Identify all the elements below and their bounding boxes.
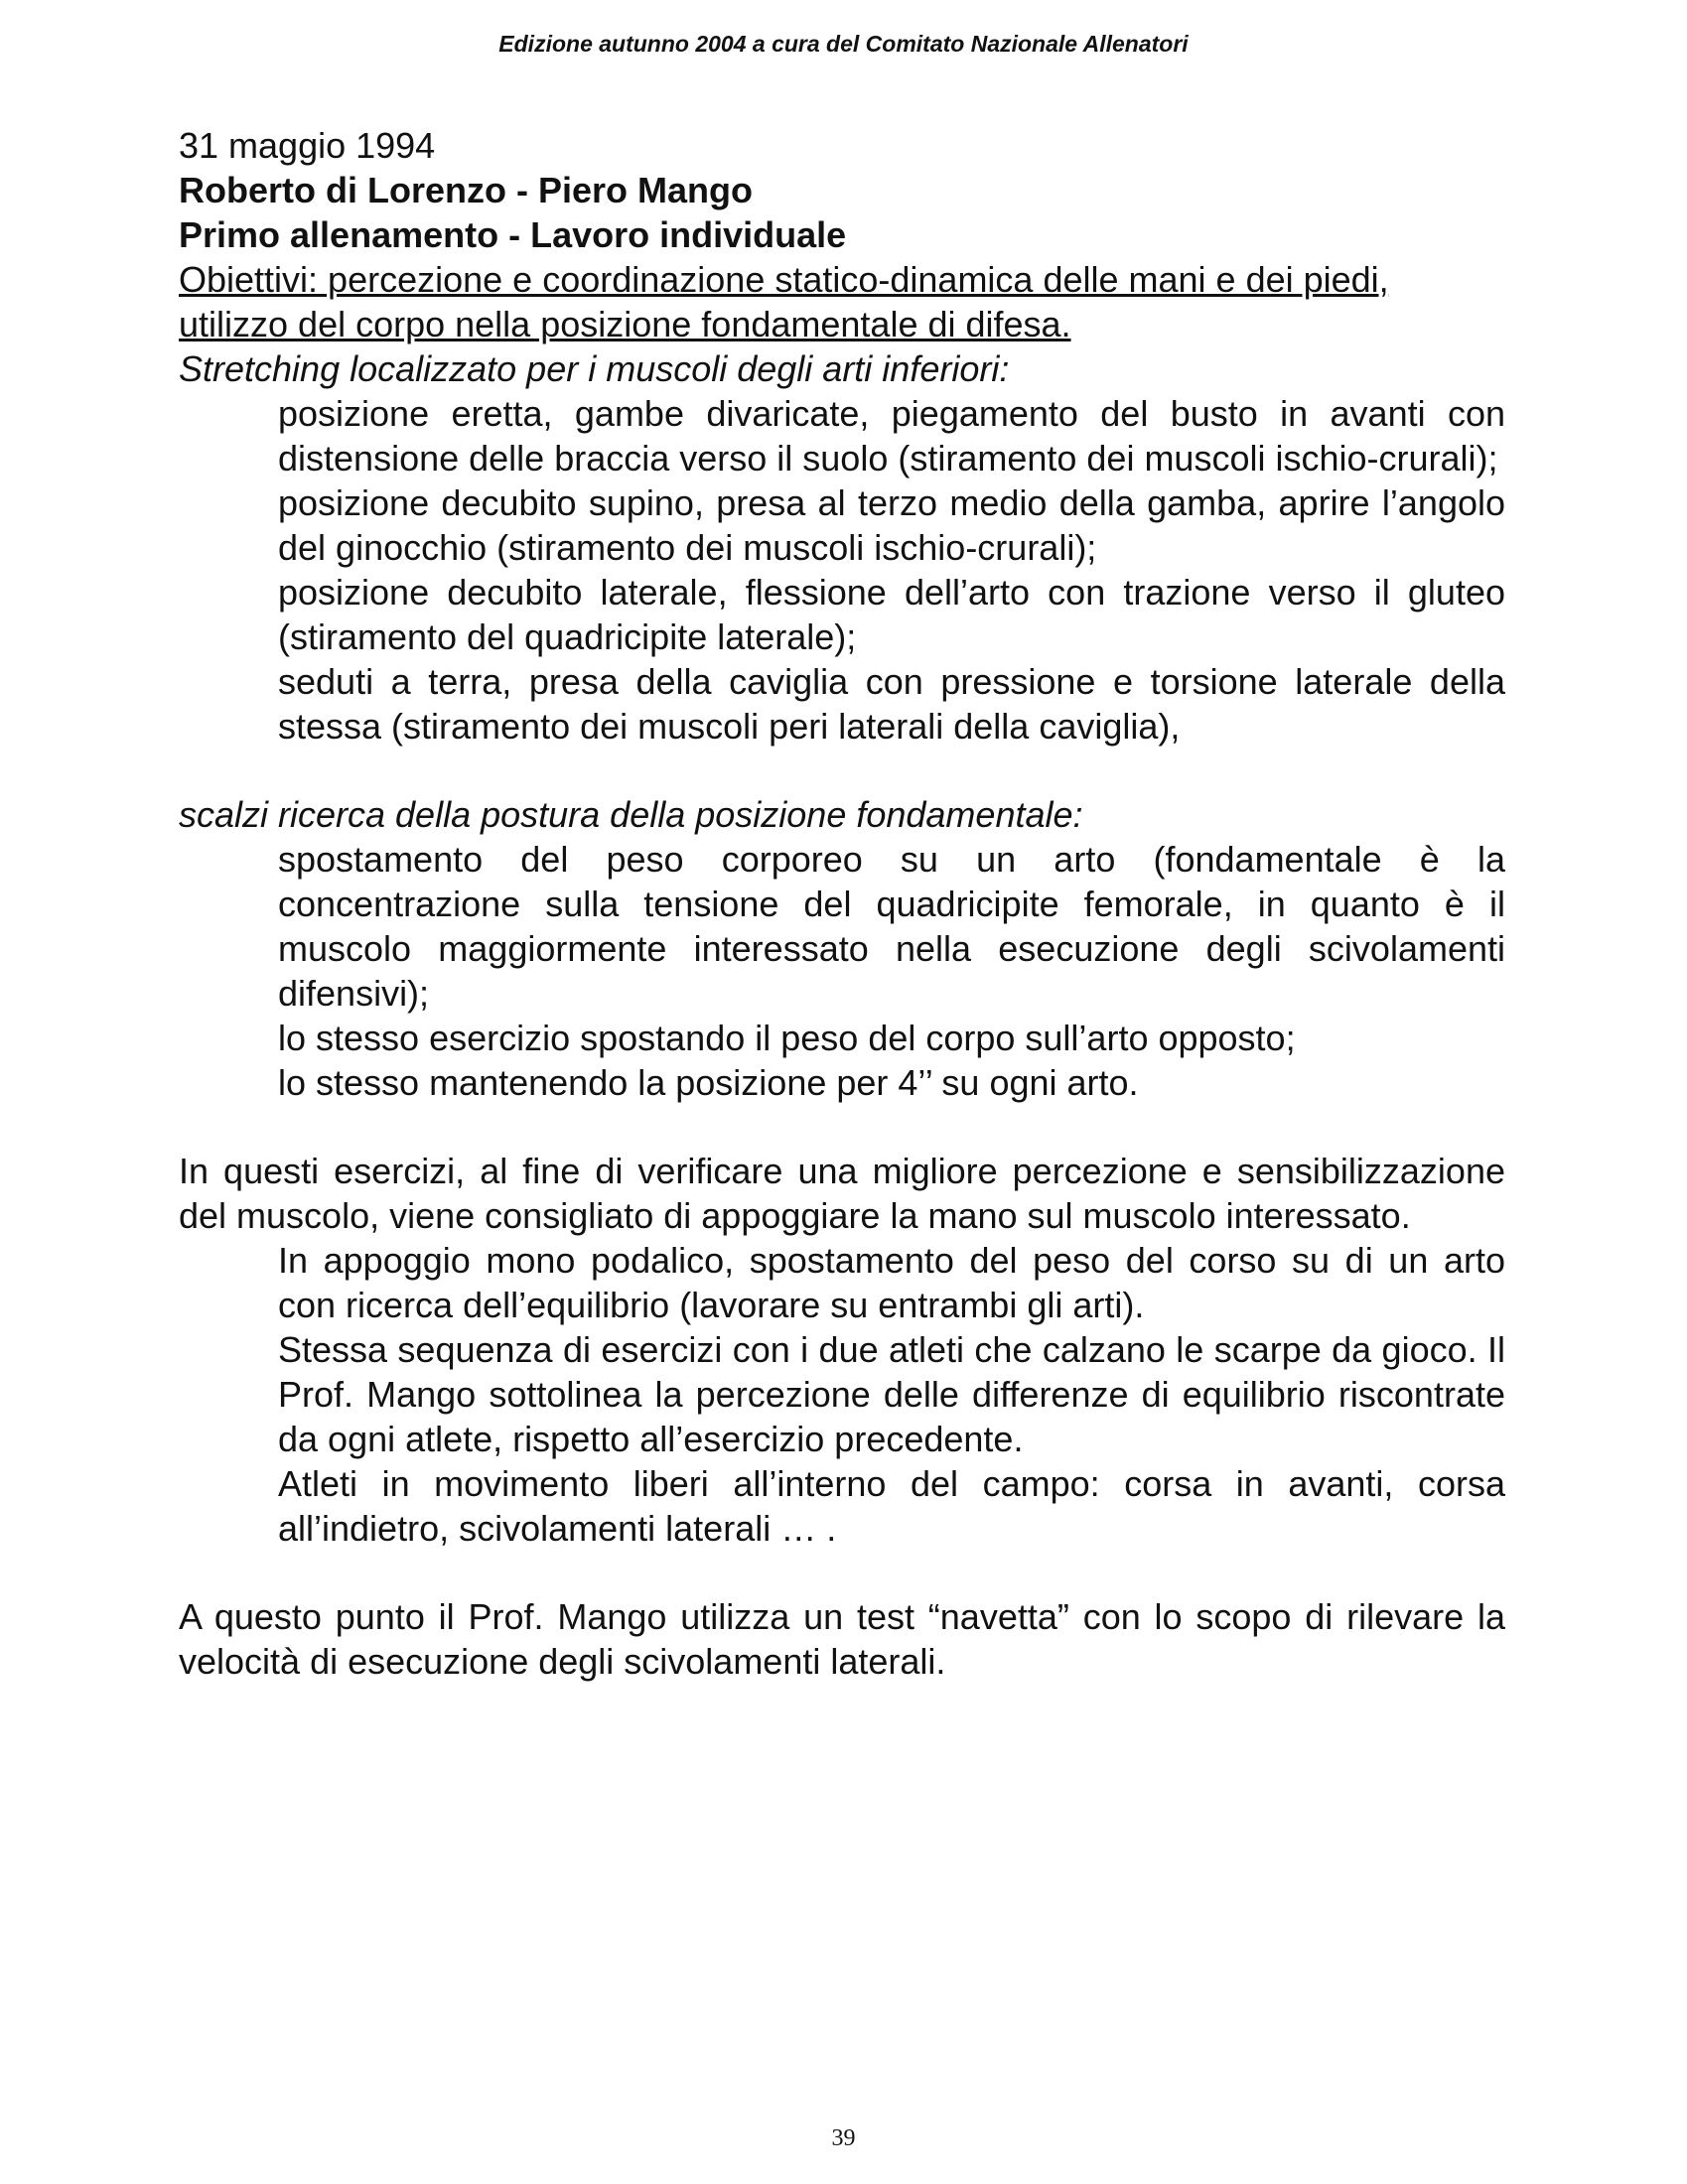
posture-exercise: spostamento del peso corporeo su un arto (fondamentale è la concentrazione sulla tensione del quadricipite femorale, in quanto è il muscolo maggiormente interessato nella esecuzione degli scivolamenti difensivi); <box>278 839 1505 1014</box>
posture-section-title: scalzi ricerca della postura della posizione fondamentale: <box>179 794 1083 835</box>
posture-exercise-list <box>278 837 1505 1105</box>
stretching-exercise-list <box>278 391 1505 749</box>
balance-exercise: Stessa sequenza di esercizi con i due atleti che calzano le scarpe da gioco. Il Prof. Mango sottolinea la percezione delle differenze di equilibrio riscontrate da ogni atlete, rispetto all’esercizio precedente. <box>278 1329 1505 1459</box>
body-paragraph: In questi esercizi, al fine di verificare una migliore percezione e sensibilizzazione del muscolo, viene consigliato di appoggiare la mano sul muscolo interessato. <box>179 1151 1505 1236</box>
stretching-exercise: posizione decubito laterale, flessione dell’arto con trazione verso il gluteo (stiramento del quadricipite laterale); <box>278 572 1505 657</box>
session-title: Primo allenamento - Lavoro individuale <box>179 214 847 255</box>
stretching-exercise: posizione eretta, gambe divaricate, piegamento del busto in avanti con distensione delle braccia verso il suolo (stiramento dei muscoli ischio-crurali); <box>278 393 1505 478</box>
posture-exercise: lo stesso esercizio spostando il peso del corpo sull’arto opposto; <box>278 1018 1296 1058</box>
balance-exercise-list <box>278 1238 1505 1551</box>
document-body <box>179 123 1505 1684</box>
stretching-exercise: seduti a terra, presa della caviglia con pressione e torsione laterale della stessa (stiramento dei muscoli peri laterali della caviglia), <box>278 661 1505 747</box>
posture-exercise: lo stesso mantenendo la posizione per 4’’ su ogni arto. <box>278 1062 1139 1103</box>
page-number: 39 <box>831 2125 856 2151</box>
objectives-paragraph: Obiettivi: percezione e coordinazione statico-dinamica delle mani e dei piedi, utilizzo del corpo nella posizione fondamentale di difesa. <box>179 259 1389 344</box>
body-paragraph: A questo punto il Prof. Mango utilizza un test “navetta” con lo scopo di rilevare la velocità di esecuzione degli scivolamenti laterali. <box>179 1596 1505 1682</box>
running-header: Edizione autunno 2004 a cura del Comitato Nazionale Allenatori <box>498 31 1189 57</box>
balance-exercise: Atleti in movimento liberi all’interno del campo: corsa in avanti, corsa all’indietro, scivolamenti laterali … . <box>278 1463 1505 1549</box>
balance-exercise: In appoggio mono podalico, spostamento del peso del corso su di un arto con ricerca dell’equilibrio (lavorare su entrambi gli arti). <box>278 1240 1505 1325</box>
authors-line: Roberto di Lorenzo - Piero Mango <box>179 170 753 210</box>
stretching-exercise: posizione decubito supino, presa al terzo medio della gamba, aprire l’angolo del ginocchio (stiramento dei muscoli ischio-crurali); <box>278 482 1505 568</box>
document-date: 31 maggio 1994 <box>179 125 436 166</box>
stretching-section-title: Stretching localizzato per i muscoli degli arti inferiori: <box>179 348 1010 389</box>
